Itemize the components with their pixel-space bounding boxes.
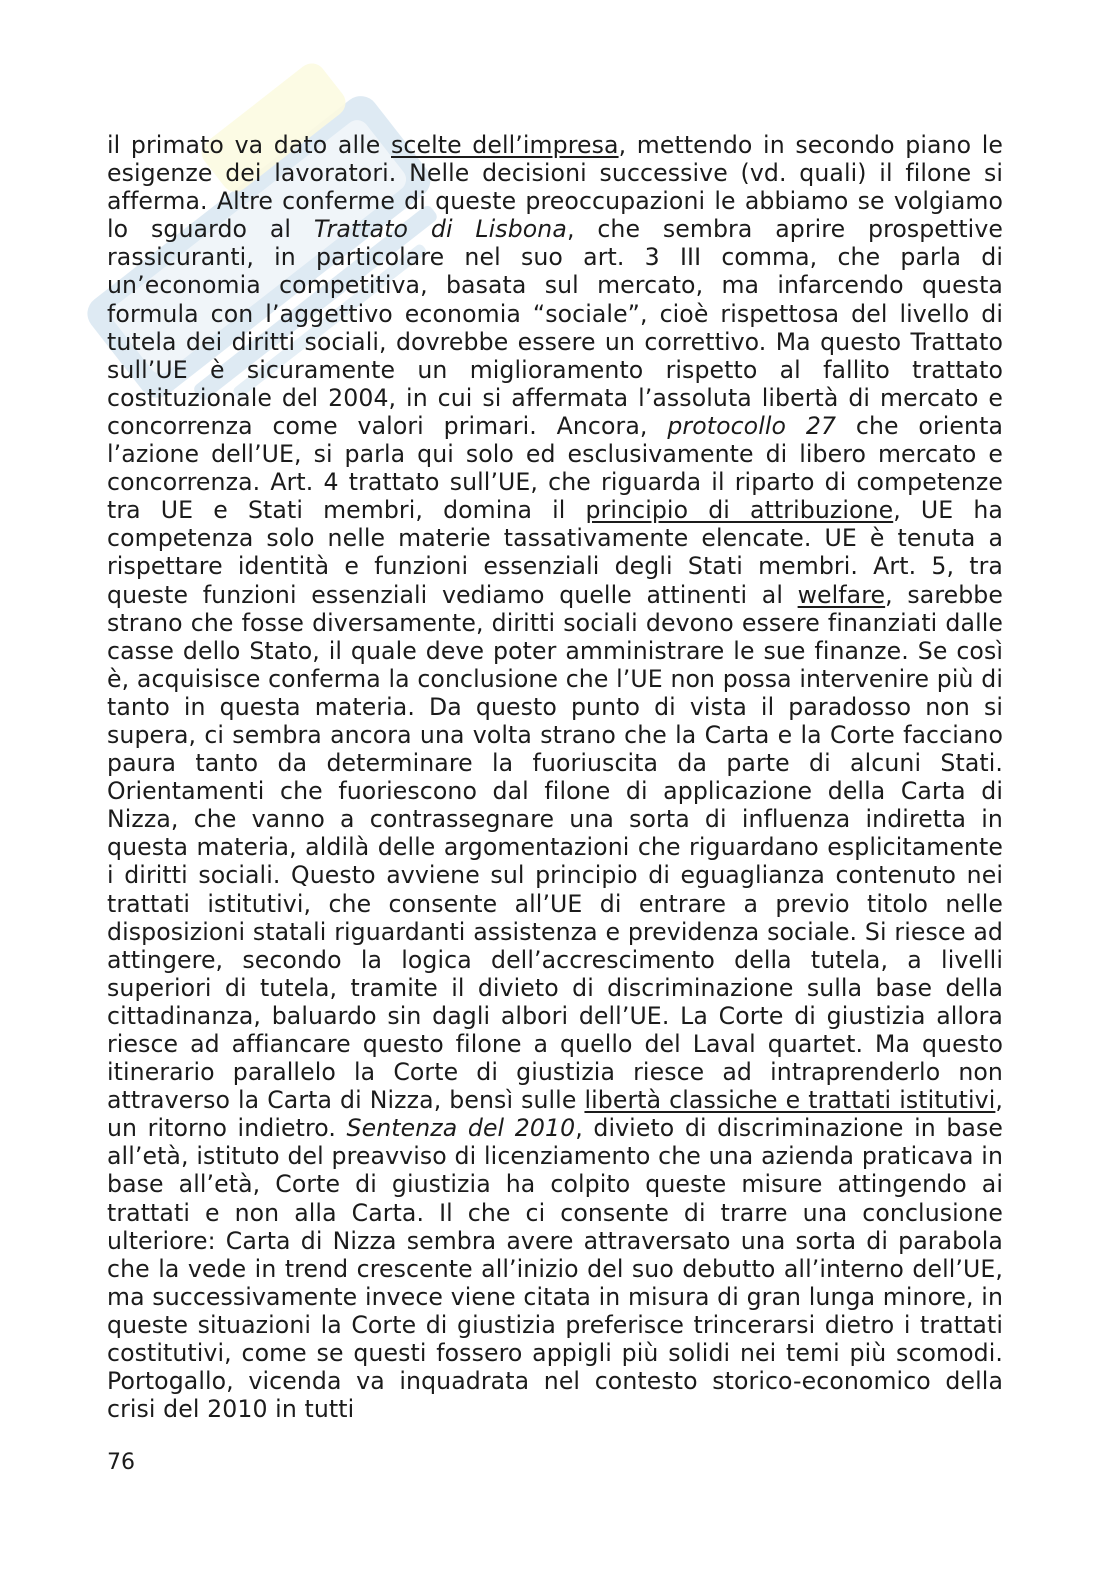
body-paragraph bbox=[107, 131, 1003, 1423]
text-run: , che sembra aprire prospettive rassicuranti, in particolare nel suo art. 3 III comma, che parla di un’economia competitiva, basata sul mercato, ma infarcendo questa formula con l’aggettivo economia “sociale”, cioè rispettosa del livello di tutela dei diritti sociali, dovrebbe essere un correttivo. Ma questo Trattato sull’UE è sicuramente un miglioramento rispetto al fallito trattato costituzionale del 2004, in cui si affermata l’assoluta libertà di mercato e concorrenza come valori primari. Ancora, bbox=[107, 215, 1004, 440]
page-number: 76 bbox=[107, 1450, 135, 1475]
underlined-phrase: principio di attribuzione bbox=[585, 496, 894, 525]
italic-phrase: Sentenza del 2010 bbox=[346, 1114, 576, 1143]
text-run: , mettendo in secondo piano le esigenze dei lavoratori. Nelle decisioni successive (vd. quali) il filone si afferma. Altre conferme di queste preoccupazioni le abbiamo se volgiamo lo sguardo al bbox=[107, 131, 1003, 244]
text-run: il primato va dato alle bbox=[107, 131, 391, 159]
underlined-phrase: libertà classiche e trattati istitutivi bbox=[584, 1086, 996, 1115]
italic-phrase: protocollo 27 bbox=[667, 411, 837, 440]
italic-phrase: Trattato di Lisbona bbox=[313, 215, 567, 244]
text-run: , un ritorno indietro. bbox=[107, 1086, 1003, 1143]
underlined-phrase: welfare bbox=[797, 580, 886, 609]
text-run: , UE ha competenza solo nelle materie tassativamente elencate. UE è tenuta a rispettare identità e funzioni essenziali degli Stati membri. Art. 5, tra queste funzioni essenziali vediamo quelle attinenti al bbox=[107, 496, 1003, 609]
text-run: , sarebbe strano che fosse diversamente, diritti sociali devono essere finanziati dalle casse dello Stato, il quale deve poter amministrare le sue finanze. Se così è, acquisisce conferma la conclusione che l’UE non possa intervenire più di tanto in questa materia. Da questo punto di vista il paradosso non si supera, ci sembra ancora una volta strano che la Carta e la Corte facciano paura tanto da determinare la fuoriuscita da parte di alcuni Stati. Orientamenti che fuoriescono dal filone di applicazione della Carta di Nizza, che vanno a contrassegnare una sorta di influenza indiretta in questa materia, aldilà delle argomentazioni che riguardano esplicitamente i diritti sociali. Questo avviene sul principio di eguaglianza contenuto nei trattati istitutivi, che consente all’UE di entrare a previo titolo nelle disposizioni statali riguardanti assistenza e previdenza sociale. Si riesce ad attingere, secondo la logica dell’accrescimento della tutela, a livelli superiori di tutela, tramite il divieto di discriminazione sulla base della cittadinanza, baluardo sin dagli albori dell’UE. La Corte di giustizia allora riesce ad affiancare questo filone a quello del Laval quartet. Ma questo itinerario parallelo la Corte di giustizia riesce ad intraprenderlo non attraverso la Carta di Nizza, bensì sulle bbox=[107, 580, 1003, 1115]
underlined-phrase: scelte dell’impresa bbox=[391, 131, 619, 159]
text-run: che orienta l’azione dell’UE, si parla qui solo ed esclusivamente di libero mercato e concorrenza. Art. 4 trattato sull’UE, che riguarda il riparto di competenze tra UE e Stati membri, domina il bbox=[107, 411, 1004, 525]
text-run: , divieto di discriminazione in base all’età, istituto del preavviso di licenziamento che una azienda praticava in base all’età, Corte di giustizia ha colpito queste misure attingendo ai trattati e non alla Carta. Il che ci consente di trarre una conclusione ulteriore: Carta di Nizza sembra avere attraversato una sorta di parabola che la vede in trend crescente all’inizio del suo debutto all’interno dell’UE, ma successivamente invece viene citata in misura di gran lunga minore, in queste situazioni la Corte di giustizia preferisce trincerarsi dietro i trattati costitutivi, come se questi fossero appigli più solidi nei temi più scomodi. Portogallo, vicenda va inquadrata nel contesto storico-economico della crisi del 2010 in tutti bbox=[107, 1114, 1003, 1424]
